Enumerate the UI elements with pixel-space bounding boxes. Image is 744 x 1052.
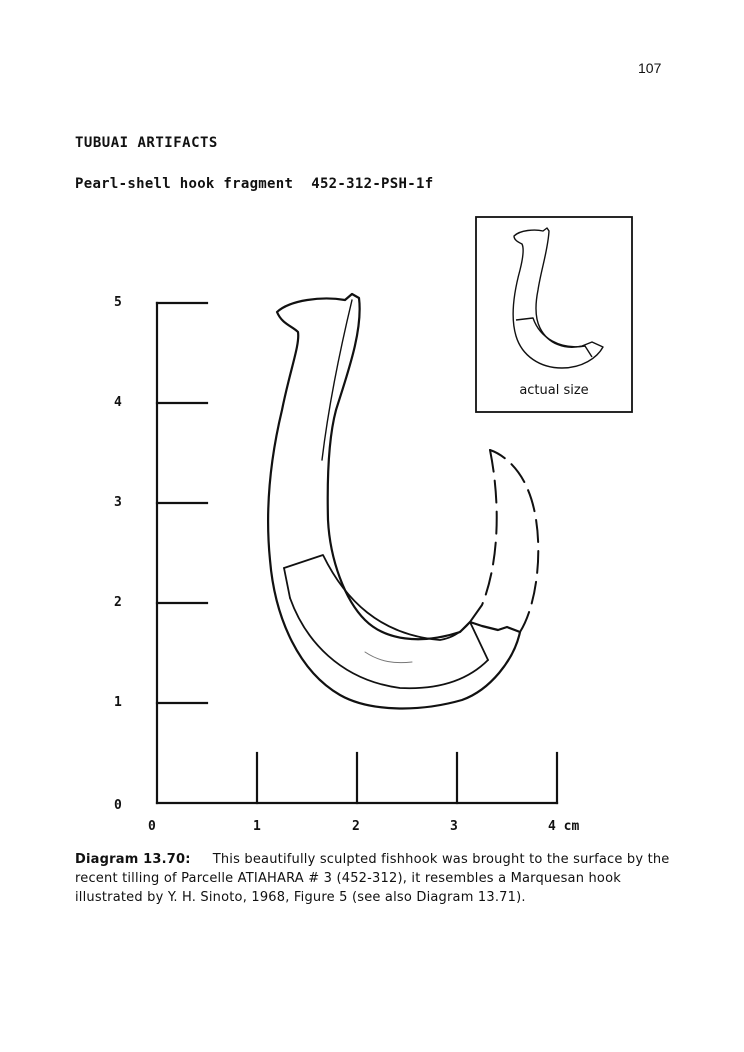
y-tick-label: 4 [114, 395, 122, 410]
y-tick-label: 3 [114, 495, 122, 510]
x-tick-label: 4 cm [548, 819, 580, 834]
inset-band [516, 318, 592, 357]
reconstructed-point-outer [490, 450, 538, 632]
y-tick-label: 2 [114, 595, 122, 610]
band-highlight [365, 652, 412, 663]
section-title: TUBUAI ARTIFACTS [75, 135, 218, 151]
restored-band-left-end [284, 568, 290, 598]
shank-inner-line [322, 300, 352, 460]
y-tick-label: 5 [114, 295, 122, 310]
hook-drawing [268, 294, 538, 708]
x-tick-label: 1 [253, 819, 261, 834]
inset-hook-outline [513, 228, 603, 368]
catalog-number: 452-312-PSH-1f [311, 176, 434, 192]
inset-caption: actual size [519, 383, 589, 398]
caption-text: This beautifully sculpted fishhook was brought to the surface by the recent tilling of Parcelle ATIAHARA # 3 (452-312), it resembles a Marquesan hook illustrated by Y. H. Sinoto, 1968, Figure 5 (see also Diagram 13.71). [75, 852, 670, 905]
x-tick-label: 0 [148, 819, 156, 834]
y-tick-label: 1 [114, 695, 122, 710]
inset-hook [513, 228, 603, 368]
restored-band-upper [284, 555, 470, 640]
y-tick-label: 0 [114, 798, 122, 813]
scale-axes [157, 303, 557, 803]
figure-caption [75, 850, 675, 907]
diagram-label: Diagram 13.70: [75, 852, 191, 867]
reconstructed-point-inner [470, 450, 497, 622]
restored-band-lower [290, 598, 488, 688]
page-number: 107 [638, 60, 662, 76]
x-tick-label: 2 [352, 819, 360, 834]
artifact-name: Pearl-shell hook fragment [75, 176, 294, 192]
x-tick-label: 3 [450, 819, 458, 834]
